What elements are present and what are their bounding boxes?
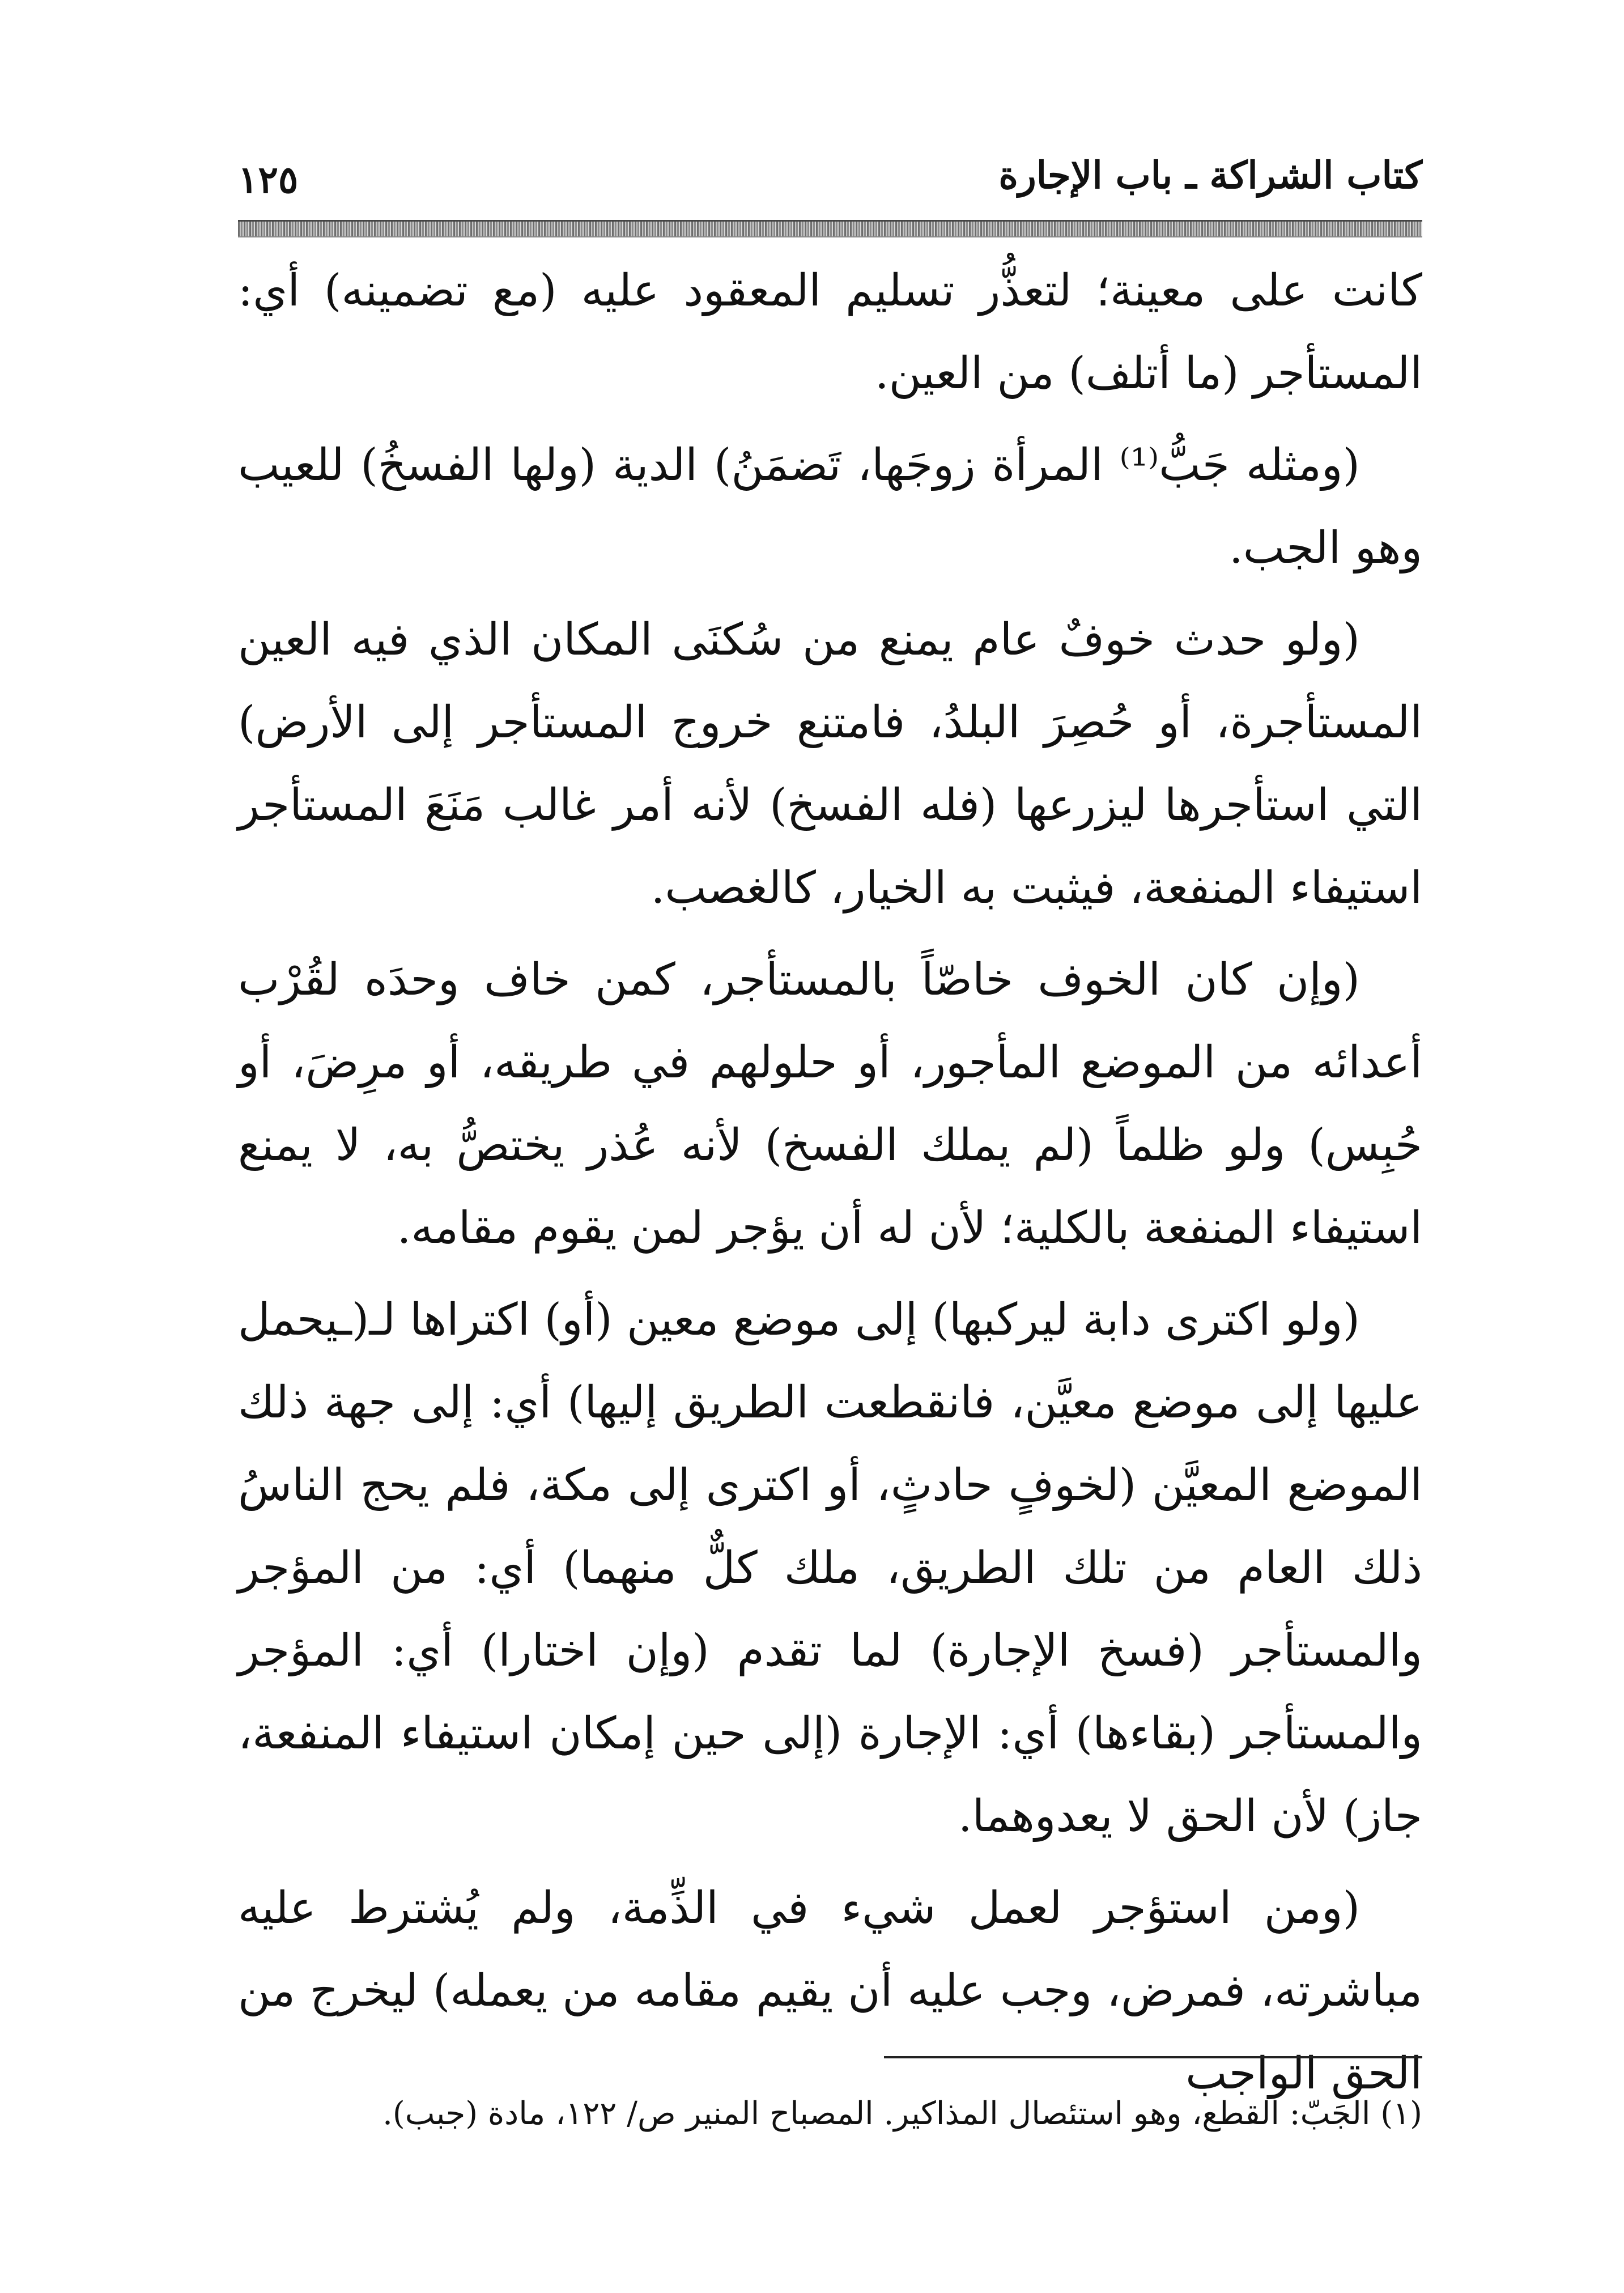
footnote-divider (884, 2056, 1422, 2058)
paragraph: (ولو حدث خوفٌ عام يمنع من سُكنَى المكان الذي فيه العين المستأجرة، أو حُصِرَ البلدُ، فامتنع خروج المستأجر إلى الأرض) التي استأجرها ليزرعها (فله الفسخ) لأنه أمر غالب مَنَعَ المستأجر استيفاء المنفعة، فيثبت به الخيار، كالغصب. (238, 614, 1422, 914)
running-title: كتاب الشراكة ـ باب الإجارة (998, 153, 1422, 197)
paragraph: (ومن استؤجر لعمل شيء في الذِّمة، ولم يُشترط عليه مباشرته، فمرض، وجب عليه أن يقيم مقامه من يعمله) ليخرج من الحق الواجب (238, 1883, 1422, 2099)
paragraph: (ولو اكترى دابة ليركبها) إلى موضع معين (أو) اكتراها لـ(ـيحمل عليها إلى موضع معيَّن، فانقطعت الطريق إليها) أي: إلى جهة ذلك الموضع المعيَّن (لخوفٍ حادثٍ، أو اكترى إلى مكة، فلم يحج الناسُ ذلك العام من تلك الطريق، ملك كلٌّ منهما) أي: من المؤجر والمستأجر (فسخ الإجارة) لما تقدم (وإن اختارا) أي: المؤجر والمستأجر (بقاءها) أي: الإجارة (إلى حين إمكان استيفاء المنفعة، جاز) لأن الحق لا يعدوهما. (238, 1294, 1422, 1842)
page-number: ١٢٥ (238, 158, 299, 202)
paragraph: كانت على معينة؛ لتعذُّر تسليم المعقود عليه (مع تضمينه) أي: المستأجر (ما أتلف) من العين. (238, 265, 1422, 399)
footnote: (١) الجَبّ: القطع، وهو استئصال المذاكير. المصباح المنير ص/ ١٢٢، مادة (جبب). (382, 2095, 1422, 2132)
header-divider (238, 220, 1422, 237)
running-header (238, 153, 1422, 215)
main-text (238, 249, 1422, 2115)
paragraph: (وإن كان الخوف خاصّاً بالمستأجر، كمن خاف وحدَه لقُرْب أعدائه من الموضع المأجور، أو حلولهم في طريقه، أو مرِضَ، أو حُبِس) ولو ظلماً (لم يملك الفسخ) لأنه عُذر يختصُّ به، لا يمنع استيفاء المنفعة بالكلية؛ لأن له أن يؤجر لمن يقوم مقامه. (238, 954, 1422, 1254)
paragraph: (ومثله جَبُّ⁽¹⁾ المرأة زوجَها، تَضمَنُ) الدية (ولها الفسخُ) للعيب وهو الجب. (238, 440, 1422, 574)
